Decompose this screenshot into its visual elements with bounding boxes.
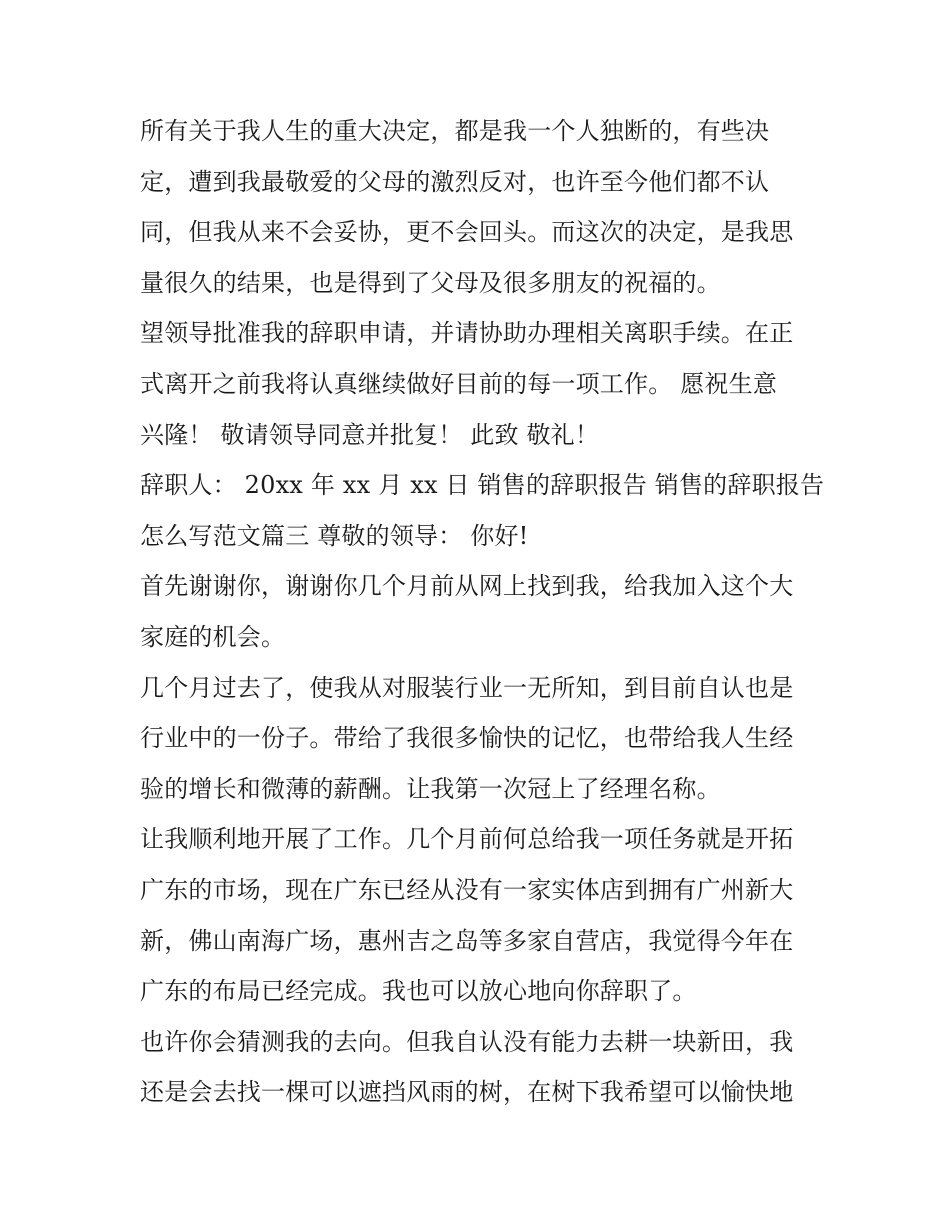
text-line: 验的增长和微薄的薪酬。让我第一次冠上了经理名称。 <box>140 774 721 803</box>
paragraph-1 <box>140 106 820 308</box>
text-line: 首先谢谢你，谢谢你几个月前从网上找到我，给我加入这个大 <box>140 572 794 601</box>
paragraph-2 <box>140 308 820 460</box>
text-line: 也许你会猜测我的去向。但我自认没有能力去耕一块新田，我 <box>140 1027 794 1056</box>
paragraph-4 <box>140 561 820 662</box>
document-body <box>140 106 825 1118</box>
text-line: 定，遭到我最敬爱的父母的激烈反对，也许至今他们都不认 <box>140 167 770 196</box>
text-line: 广东的市场，现在广东已经从没有一家实体店到拥有广州新大 <box>140 875 794 904</box>
text-line: 几个月过去了，使我从对服装行业一无所知，到目前自认也是 <box>140 673 794 702</box>
text-line: 量很久的结果，也是得到了父母及很多朋友的祝福的。 <box>140 268 721 297</box>
paragraph-6 <box>140 814 820 1016</box>
text-line: 式离开之前我将认真继续做好目前的每一项工作。 愿祝生意 <box>140 369 778 398</box>
text-line: 广东的布局已经完成。我也可以放心地向你辞职了。 <box>140 977 697 1006</box>
text-line: 让我顺利地开展了工作。几个月前何总给我一项任务就是开拓 <box>140 825 794 854</box>
text-line: 望领导批准我的辞职申请，并请协助办理相关离职手续。在正 <box>140 319 794 348</box>
paragraph-7 <box>140 1017 820 1118</box>
paragraph-5 <box>140 663 820 815</box>
text-line: 家庭的机会。 <box>140 622 286 651</box>
text-line: 还是会去找一棵可以遮挡风雨的树，在树下我希望可以愉快地 <box>140 1078 794 1107</box>
text-line: 同，但我从来不会妥协，更不会回头。而这次的决定，是我思 <box>140 218 794 247</box>
paragraph-3 <box>140 460 825 561</box>
text-line: 怎么写范文篇三 尊敬的领导： 你好! <box>140 521 529 550</box>
text-line: 新，佛山南海广场，惠州吉之岛等多家自营店，我觉得今年在 <box>140 926 794 955</box>
text-line: 所有关于我人生的重大决定，都是我一个人独断的，有些决 <box>140 117 770 145</box>
text-line: 兴隆！ 敬请领导同意并批复！ 此致 敬礼！ <box>140 420 600 449</box>
text-line: 行业中的一份子。带给了我很多愉快的记忆，也带给我人生经 <box>140 724 794 753</box>
text-line: 辞职人： 20xx 年 xx 月 xx 日 销售的辞职报告 销售的辞职报告 <box>140 471 825 500</box>
